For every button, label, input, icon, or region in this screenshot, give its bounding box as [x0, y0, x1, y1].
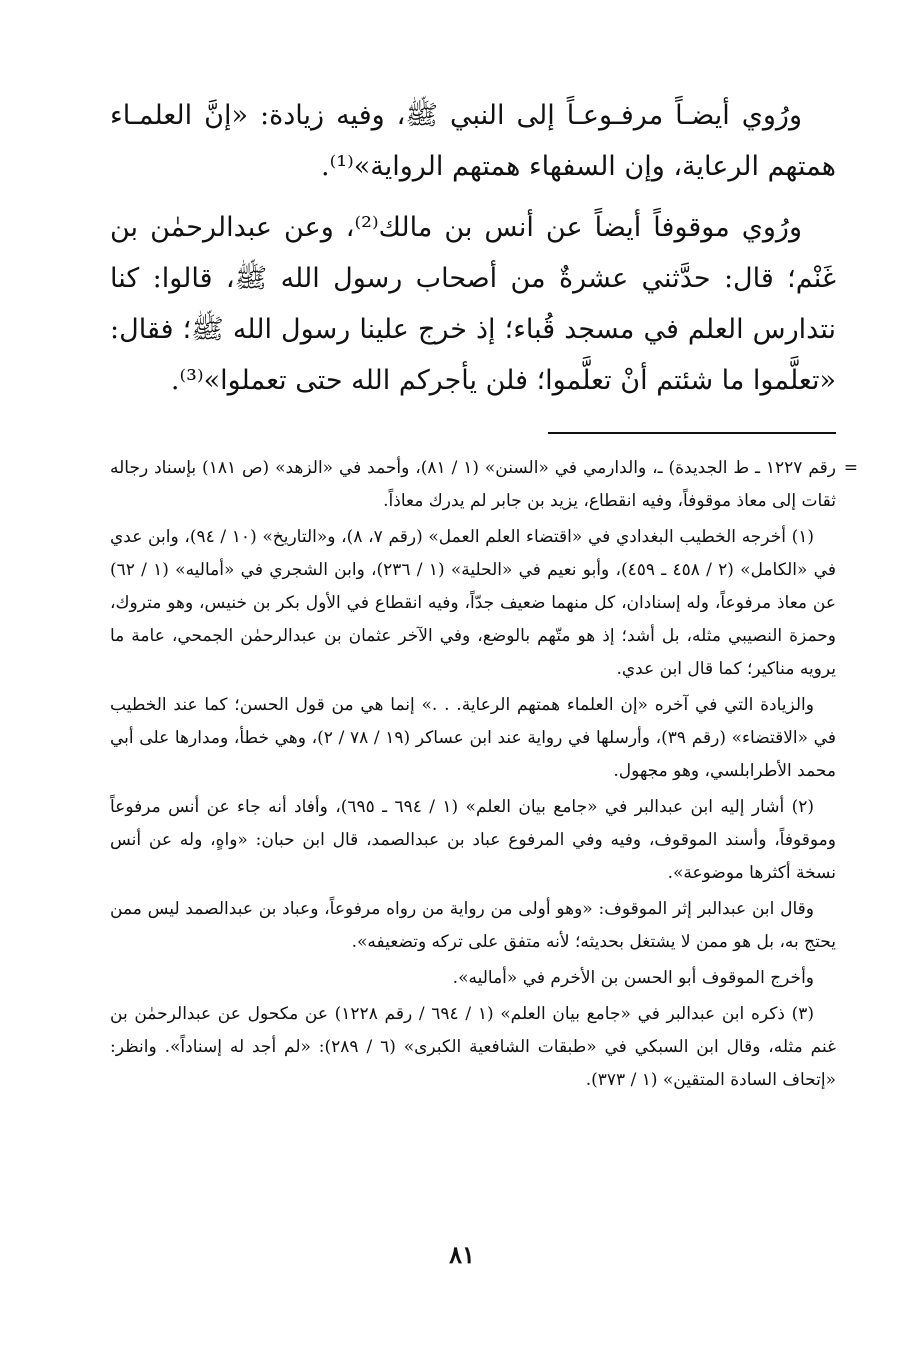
footnote-text: (٢) أشار إليه ابن عبدالبر في «جامع بيان العلم» (١ / ٦٩٤ ـ ٦٩٥)، وأفاد أنه جاء عن أنس مرفوعاً وموقوفاً، وأسند الموقوف، وفيه وفي المرفوع عباد بن عبدالصمد، قال ابن حبان: «واهٍ، وله عن أنس نسخة أكثرها موضوعة». [110, 797, 836, 883]
footnote [110, 521, 836, 686]
page-number: ٨١ [449, 1240, 475, 1269]
footnote [110, 689, 836, 788]
footnotes [110, 452, 858, 1097]
footnote-text: (١) أخرجه الخطيب البغدادي في «اقتضاء العلم العمل» (رقم ٧، ٨)، و«التاريخ» (١٠ / ٩٤)، وابن عدي في «الكامل» (٢ / ٤٥٨ ـ ٤٥٩)، وأبو نعيم في «الحلية» (١ / ٢٣٦)، وابن الشجري في «أماليه» (١ / ٦٢) عن معاذ مرفوعاً، وله إسنادان، كل منهما ضعيف جدّاً، وفيه انقطاع في الأول بكر بن خنيس، وهو متروك، وحمزة النصيبي مثله، بل أشد؛ إذ هو متّهم بالوضع، وفي الآخر عثمان بن عبدالرحمٰن الجمحي، عامة ما يرويه مناكير؛ كما قال ابن عدي. [110, 527, 836, 679]
main-paragraph [110, 90, 836, 192]
main-text [110, 90, 836, 406]
footnote-continuation [110, 452, 858, 518]
footnote-text: (٣) ذكره ابن عبدالبر في «جامع بيان العلم» (١ / ٦٩٤ / رقم ١٢٢٨) عن مكحول عن عبدالرحمٰن بن غنم مثله، وقال ابن السبكي في «طبقات الشافعية الكبرى» (٦ / ٢٨٩): «لم أجد له إسناداً». وانظر: «إتحاف السادة المتقين» (١ / ٣٧٣). [110, 1004, 836, 1090]
footnote [110, 791, 836, 890]
main-paragraph [110, 202, 836, 406]
footnote-text: والزيادة التي في آخره «إن العلماء همتهم الرعاية. . .» إنما هي من قول الحسن؛ كما عند الخطيب في «الاقتضاء» (رقم ٣٩)، وأرسلها في رواية عند ابن عساكر (١٩ / ٧٨ / ٢)، وهي خطأ، ومدارها على أبي محمد الأطرابلسي، وهو مجهول. [110, 695, 836, 781]
footnote [110, 998, 836, 1097]
footnote-text: وقال ابن عبدالبر إثر الموقوف: «وهو أولى من رواية من رواه مرفوعاً، وعباد بن عبدالصمد ليس ممن يحتج به، بل هو ممن لا يشتغل بحديثه؛ لأنه متفق على تركه وتضعيفه». [110, 899, 836, 952]
footnote-text: وأخرج الموقوف أبو الحسن بن الأخرم في «أماليه». [452, 968, 814, 988]
page-body [110, 90, 858, 1100]
footnote-text: رقم ١٢٢٧ ـ ط الجديدة) ـ، والدارمي في «السنن» (١ / ٨١)، وأحمد في «الزهد» (ص ١٨١) بإسناد رجاله ثقات إلى معاذ موقوفاً، وفيه انقطاع، يزيد بن جابر لم يدرك معاذاً. [110, 458, 836, 511]
continuation-marker: = [843, 458, 858, 478]
main-paragraph-text: ورُوي أيضـاً مرفـوعـاً إلى النبي ﷺ، وفيه زيادة: «إنَّ العلمـاء همتهم الرعاية، وإن السفهاء همتهم الرواية»⁽¹⁾. [110, 100, 836, 182]
footnote [110, 893, 836, 959]
main-paragraph-text: ورُوي موقوفاً أيضاً عن أنس بن مالك⁽²⁾، وعن عبدالرحمٰن بن غَنْم؛ قال: حدَّثني عشرةٌ من أصحاب رسول الله ﷺ، قالوا: كنا نتدارس العلم في مسجد قُباء؛ إذ خرج علينا رسول الله ﷺ؛ فقال: «تعلَّموا ما شئتم أنْ تعلَّموا؛ فلن يأجركم الله حتى تعملوا»⁽³⁾. [110, 212, 836, 396]
footnote-separator [548, 432, 836, 434]
footnote [110, 962, 836, 995]
